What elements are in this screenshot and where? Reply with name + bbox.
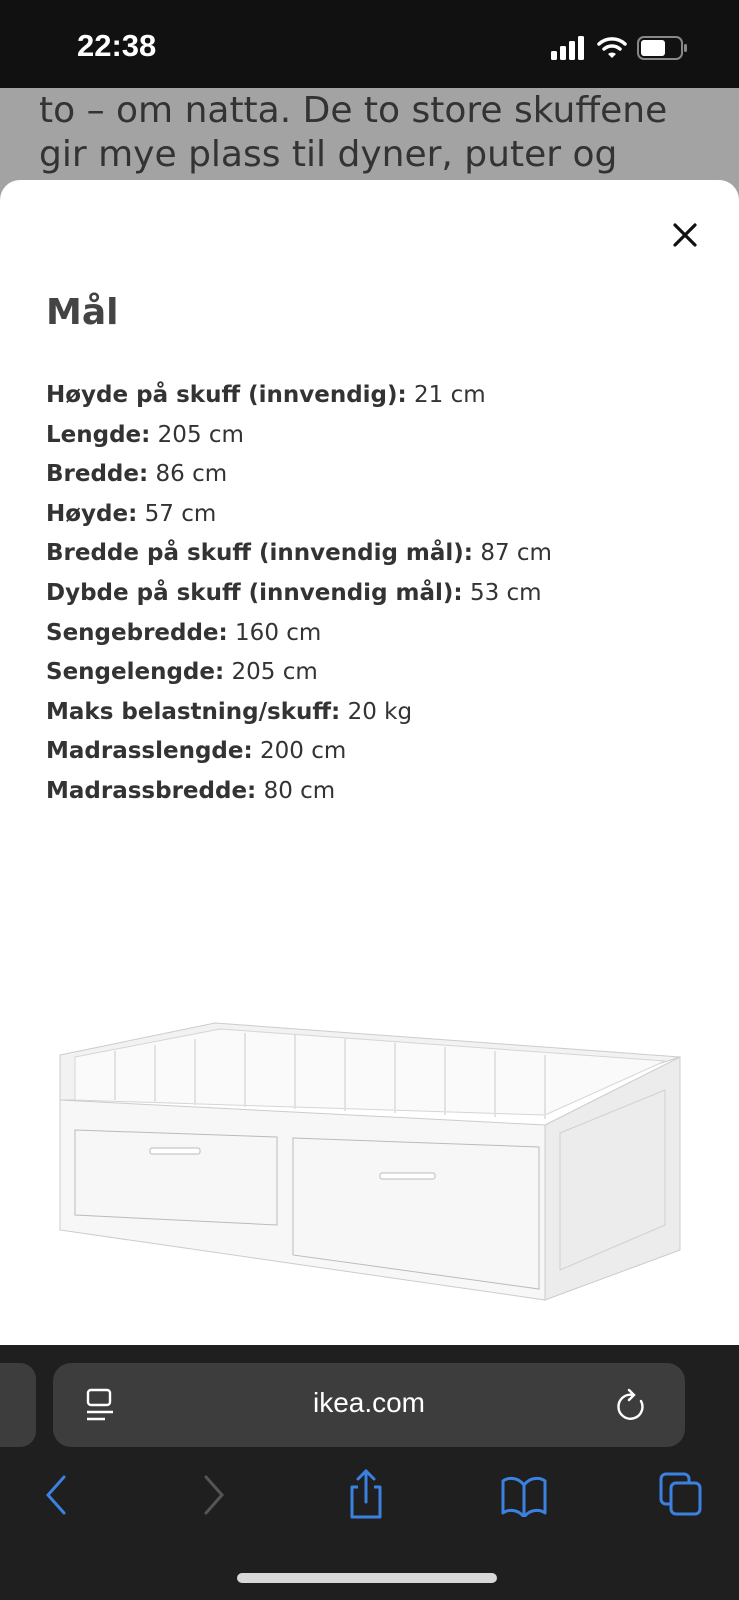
dimension-row bbox=[46, 653, 552, 693]
dimension-value: 86 cm bbox=[155, 461, 228, 488]
sheet-title: Mål bbox=[46, 292, 119, 333]
dimension-value: 53 cm bbox=[469, 579, 542, 606]
forward-icon[interactable] bbox=[200, 1473, 230, 1517]
status-time: 22:38 bbox=[77, 28, 157, 63]
signal-icon bbox=[551, 36, 587, 60]
dimension-row bbox=[46, 693, 552, 733]
bookmarks-icon[interactable] bbox=[500, 1473, 548, 1517]
share-icon[interactable] bbox=[346, 1467, 386, 1521]
dimension-row bbox=[46, 455, 552, 495]
dimension-label: Høyde: bbox=[46, 500, 138, 527]
status-bar bbox=[0, 0, 739, 88]
battery-icon bbox=[637, 36, 689, 60]
tabs-icon[interactable] bbox=[658, 1471, 704, 1517]
dimension-label: Sengebredde: bbox=[46, 619, 228, 646]
dimension-row bbox=[46, 376, 552, 416]
dimension-row bbox=[46, 574, 552, 614]
dimension-row bbox=[46, 614, 552, 654]
browser-toolbar bbox=[0, 1345, 739, 1600]
dimension-label: Dybde på skuff (innvendig mål): bbox=[46, 579, 463, 606]
dimension-label: Høyde på skuff (innvendig): bbox=[46, 382, 407, 408]
dimension-label: Bredde: bbox=[46, 461, 149, 488]
close-icon[interactable] bbox=[668, 218, 702, 252]
bg-line: gir mye plass til dyner, puter og bbox=[39, 134, 618, 175]
background-page-text bbox=[39, 89, 739, 180]
dimension-label: Madrassbredde: bbox=[46, 777, 257, 804]
dimension-label: Lengde: bbox=[46, 421, 151, 448]
dimensions-sheet bbox=[0, 180, 739, 1350]
home-indicator[interactable] bbox=[237, 1573, 497, 1583]
dimension-row bbox=[46, 732, 552, 772]
dimension-value: 21 cm bbox=[414, 382, 486, 408]
address-bar[interactable] bbox=[53, 1363, 685, 1447]
dimension-label: Maks belastning/skuff: bbox=[46, 698, 341, 725]
reload-icon[interactable] bbox=[615, 1387, 647, 1423]
dimension-row bbox=[46, 772, 552, 812]
dimensions-list bbox=[46, 376, 552, 812]
dimension-value: 20 kg bbox=[347, 698, 413, 725]
dimension-label: Bredde på skuff (innvendig mål): bbox=[46, 540, 474, 567]
dimension-value: 80 cm bbox=[263, 777, 336, 804]
dimension-row bbox=[46, 416, 552, 456]
dimension-label: Sengelengde: bbox=[46, 659, 225, 686]
dimension-value: 160 cm bbox=[235, 619, 322, 646]
dimension-value: 205 cm bbox=[157, 421, 244, 448]
url-text[interactable]: ikea.com bbox=[312, 1387, 426, 1418]
dimension-value: 205 cm bbox=[231, 659, 318, 686]
dimension-value: 200 cm bbox=[260, 738, 347, 765]
dimension-value: 87 cm bbox=[480, 540, 552, 567]
bg-line: to – om natta. De to store skuffene bbox=[39, 90, 668, 131]
wifi-icon bbox=[597, 36, 627, 60]
dimension-row bbox=[46, 495, 552, 535]
product-image-daybed bbox=[55, 1015, 685, 1310]
dimension-label: Madrasslengde: bbox=[46, 738, 253, 765]
back-icon[interactable] bbox=[40, 1473, 70, 1517]
dimension-value: 57 cm bbox=[144, 500, 217, 527]
dimension-row bbox=[46, 534, 552, 574]
previous-tab-preview[interactable] bbox=[0, 1363, 36, 1447]
